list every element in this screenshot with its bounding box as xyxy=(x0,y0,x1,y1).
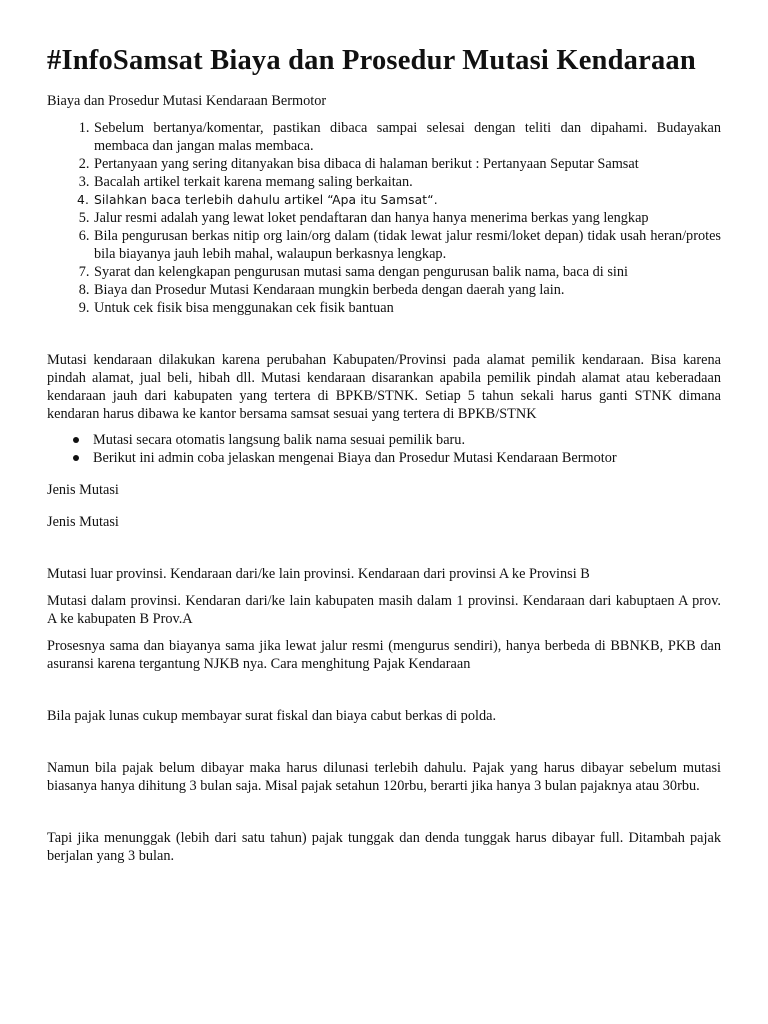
document-subtitle: Biaya dan Prosedur Mutasi Kendaraan Bermotor xyxy=(47,93,327,109)
list-item: 2. Pertanyaan yang sering ditanyakan bisa dibaca di halaman berikut : Pertanyaan Seputar Samsat xyxy=(93,155,721,173)
bullet-list xyxy=(47,431,721,467)
list-item: 1. Sebelum bertanya/komentar, pastikan dibaca sampai selesai dengan teliti dan dipahami. Budayakan membaca dan jangan malas membaca. xyxy=(93,119,721,155)
paragraph-luar-provinsi: Mutasi luar provinsi. Kendaraan dari/ke lain provinsi. Kendaraan dari provinsi A ke Provinsi B xyxy=(47,566,590,582)
bullet-dot-icon xyxy=(73,455,79,461)
jenis-mutasi-heading: Jenis Mutasi xyxy=(47,482,119,498)
document-title: #InfoSamsat Biaya dan Prosedur Mutasi Kendaraan xyxy=(47,45,696,76)
bullet-item xyxy=(93,431,721,449)
jenis-mutasi-heading: Jenis Mutasi xyxy=(47,514,119,530)
paragraph-pajak-lunas: Bila pajak lunas cukup membayar surat fiskal dan biaya cabut berkas di polda. xyxy=(47,708,497,724)
paragraph-prosesnya: Prosesnya sama dan biayanya sama jika lewat jalur resmi (mengurus sendiri), hanya berbeda di BBNKB, PKB dan asuransi karena tergantung NJKB nya. Cara menghitung Pajak Kendaraan xyxy=(47,638,721,672)
bullet-dot-icon xyxy=(73,437,79,443)
paragraph-pajak-belum-dibayar: Namun bila pajak belum dibayar maka harus dilunasi terlebih dahulu. Pajak yang harus dibayar sebelum mutasi biasanya hanya dihitung 3 bulan saja. Misal pajak setahun 120rbu, berarti jika hanya 3 bulan pajaknya atau 30rbu. xyxy=(47,760,721,794)
numbered-list xyxy=(47,119,721,317)
paragraph-dalam-provinsi: Mutasi dalam provinsi. Kendaran dari/ke lain kabupaten masih dalam 1 provinsi. Kendaraan dari kabuptaen A prov. A ke kabupaten B Prov.A xyxy=(47,593,721,627)
list-item: 4. Silahkan baca terlebih dahulu artikel “Apa itu Samsat“. xyxy=(93,191,721,209)
list-item: 3. Bacalah artikel terkait karena memang saling berkaitan. xyxy=(93,173,721,191)
paragraph-pajak-menunggak: Tapi jika menunggak (lebih dari satu tahun) pajak tunggak dan denda tunggak harus dibayar full. Ditambah pajak berjalan yang 3 bulan. xyxy=(47,830,721,864)
bullet-item xyxy=(93,449,721,467)
list-item: 6. Bila pengurusan berkas nitip org lain/org dalam (tidak lewat jalur resmi/loket depan) tidak usah heran/protes bila biayanya jauh lebih mahal, walaupun berkasnya lengkap. xyxy=(93,227,721,263)
bullet-text: Mutasi secara otomatis langsung balik nama sesuai pemilik baru. xyxy=(93,432,466,448)
list-item: 8. Biaya dan Prosedur Mutasi Kendaraan mungkin berbeda dengan daerah yang lain. xyxy=(93,281,721,299)
bullet-text: Berikut ini admin coba jelaskan mengenai Biaya dan Prosedur Mutasi Kendaraan Bermotor xyxy=(93,450,617,466)
intro-paragraph: Mutasi kendaraan dilakukan karena perubahan Kabupaten/Provinsi pada alamat pemilik kendaraan. Bisa karena pindah alamat, jual beli, hibah dll. Mutasi kendaraan disarankan apabila pemilik pindah alamat atau keberadaan kendaraan jauh dari kabupaten yang tertera di BPKB/STNK. Setiap 5 tahun sekali harus ganti STNK dimana kendaran harus dibawa ke kantor bersama samsat sesuai yang tertera di BPKB/STNK xyxy=(47,352,721,422)
list-item: 7. Syarat dan kelengkapan pengurusan mutasi sama dengan pengurusan balik nama, baca di sini xyxy=(93,263,721,281)
list-item: 9. Untuk cek fisik bisa menggunakan cek fisik bantuan xyxy=(93,299,721,317)
list-item: 5. Jalur resmi adalah yang lewat loket pendaftaran dan hanya hanya menerima berkas yang lengkap xyxy=(93,209,721,227)
